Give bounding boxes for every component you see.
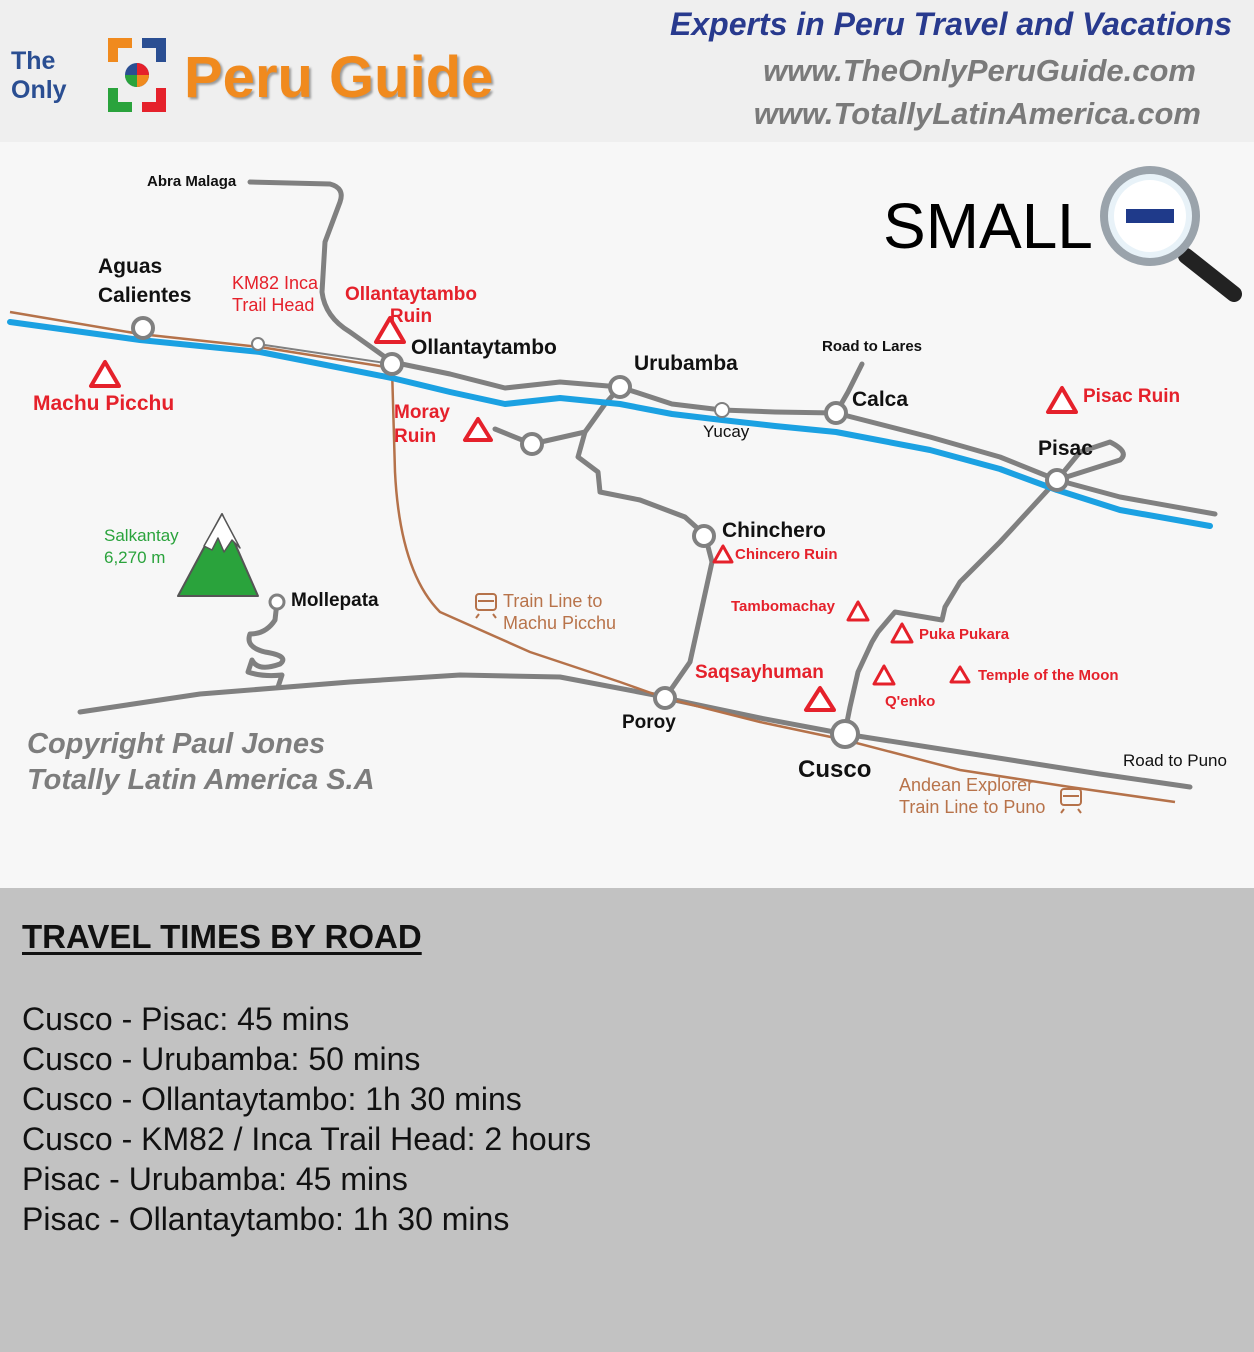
label-tambomachay: Tambomachay [731,598,835,615]
label-yucay: Yucay [703,422,750,441]
mountain-icon [178,514,258,596]
label-qenko: Q'enko [885,693,936,710]
label-cusco: Cusco [798,756,872,783]
ruin-marker-puka-pukara [892,624,912,642]
town-marker-cusco [832,721,858,747]
label-salkantay-height: 6,270 m [104,548,166,567]
logo-wordmark: Peru Guide [184,45,494,110]
ruin-marker-moray [465,419,491,440]
road-pisac-cusco [845,480,1057,732]
label-km82-trail-head: KM82 Inca Trail Head [232,273,319,315]
travel-time-item: Cusco - KM82 / Inca Trail Head: 2 hours [22,1121,592,1157]
label-mollepata: Mollepata [291,590,379,611]
label-machu-picchu: Machu Picchu [33,392,175,415]
sacred-valley-map [0,142,1254,888]
train-icon [476,594,496,618]
town-marker-moray-junction [522,434,542,454]
road-urubamba-chinchero [578,387,712,698]
town-marker-yucay [715,403,729,417]
logo-word-the: The [11,47,56,75]
travel-time-item: Pisac - Ollantaytambo: 1h 30 mins [22,1201,510,1237]
label-pisac: Pisac [1038,437,1093,460]
ruin-marker-temple-moon [951,667,969,682]
website-link-secondary[interactable]: www.TotallyLatinAmerica.com [753,96,1201,131]
label-train-puno: Andean Explorer Train Line to Puno [899,775,1046,817]
label-aguas-calientes: Aguas Calientes [98,255,192,307]
label-road-to-lares: Road to Lares [822,338,923,355]
header-tagline: Experts in Peru Travel and Vacations [670,6,1232,42]
travel-times-panel [0,888,1254,1352]
label-chinchero-ruin: Chincero Ruin [735,546,838,563]
label-ollantaytambo-ruin: Ollantaytambo Ruin [345,284,477,327]
label-poroy: Poroy [622,712,676,733]
travel-times-list [22,999,591,1239]
travel-time-item: Cusco - Urubamba: 50 mins [22,1041,421,1077]
ruin-marker-pisac [1048,388,1076,412]
travel-times-heading: TRAVEL TIMES BY ROAD [22,918,422,955]
logo-word-only: Only [11,76,67,104]
town-marker-chinchero [694,526,714,546]
town-marker-ollantaytambo [382,354,402,374]
town-marker-mollepata [270,595,284,609]
label-pisac-ruin: Pisac Ruin [1083,386,1181,407]
label-chinchero: Chinchero [722,519,826,542]
town-marker-km82 [252,338,264,350]
label-urubamba: Urubamba [634,352,738,375]
label-moray-ruin: Moray Ruin [394,402,450,447]
travel-time-item: Cusco - Ollantaytambo: 1h 30 mins [22,1081,522,1117]
copyright-line-1: Copyright Paul Jones [27,728,326,760]
magnifier-minus-icon[interactable] [1098,164,1248,314]
travel-time-item: Pisac - Urubamba: 45 mins [22,1161,408,1197]
travel-time-item: Cusco - Pisac: 45 mins [22,1001,350,1037]
ruin-marker-qenko [874,666,894,684]
label-calca: Calca [852,388,909,411]
label-puka-pukara: Puka Pukara [919,626,1010,643]
town-marker-calca [826,403,846,423]
label-abra-malaga: Abra Malaga [147,173,237,190]
ruin-marker-tambomachay [848,602,868,620]
road-mollepata [248,602,283,687]
label-train-machu-picchu: Train Line to Machu Picchu [503,591,617,633]
label-saqsayhuman: Saqsayhuman [695,662,824,683]
label-temple-of-the-moon: Temple of the Moon [978,667,1119,684]
copyright-line-2: Totally Latin America S.A [27,764,375,796]
site-header [0,0,1254,142]
town-marker-pisac [1047,470,1067,490]
town-marker-poroy [655,688,675,708]
road-main-west [80,675,665,712]
ruin-marker-saqsayhuman [806,688,834,710]
train-icon [1061,789,1081,813]
ruin-markers [91,318,1076,710]
logo-icon [98,36,176,114]
label-road-to-puno: Road to Puno [1123,751,1227,770]
ruin-marker-chinchero [714,546,732,562]
town-marker-aguas-calientes [133,318,153,338]
zoom-level-label: SMALL [883,190,1093,262]
town-marker-urubamba [610,377,630,397]
ruin-marker-machu-picchu [91,362,119,386]
label-salkantay: Salkantay [104,526,179,545]
website-link-primary[interactable]: www.TheOnlyPeruGuide.com [763,53,1196,88]
label-ollantaytambo: Ollantaytambo [411,336,557,359]
